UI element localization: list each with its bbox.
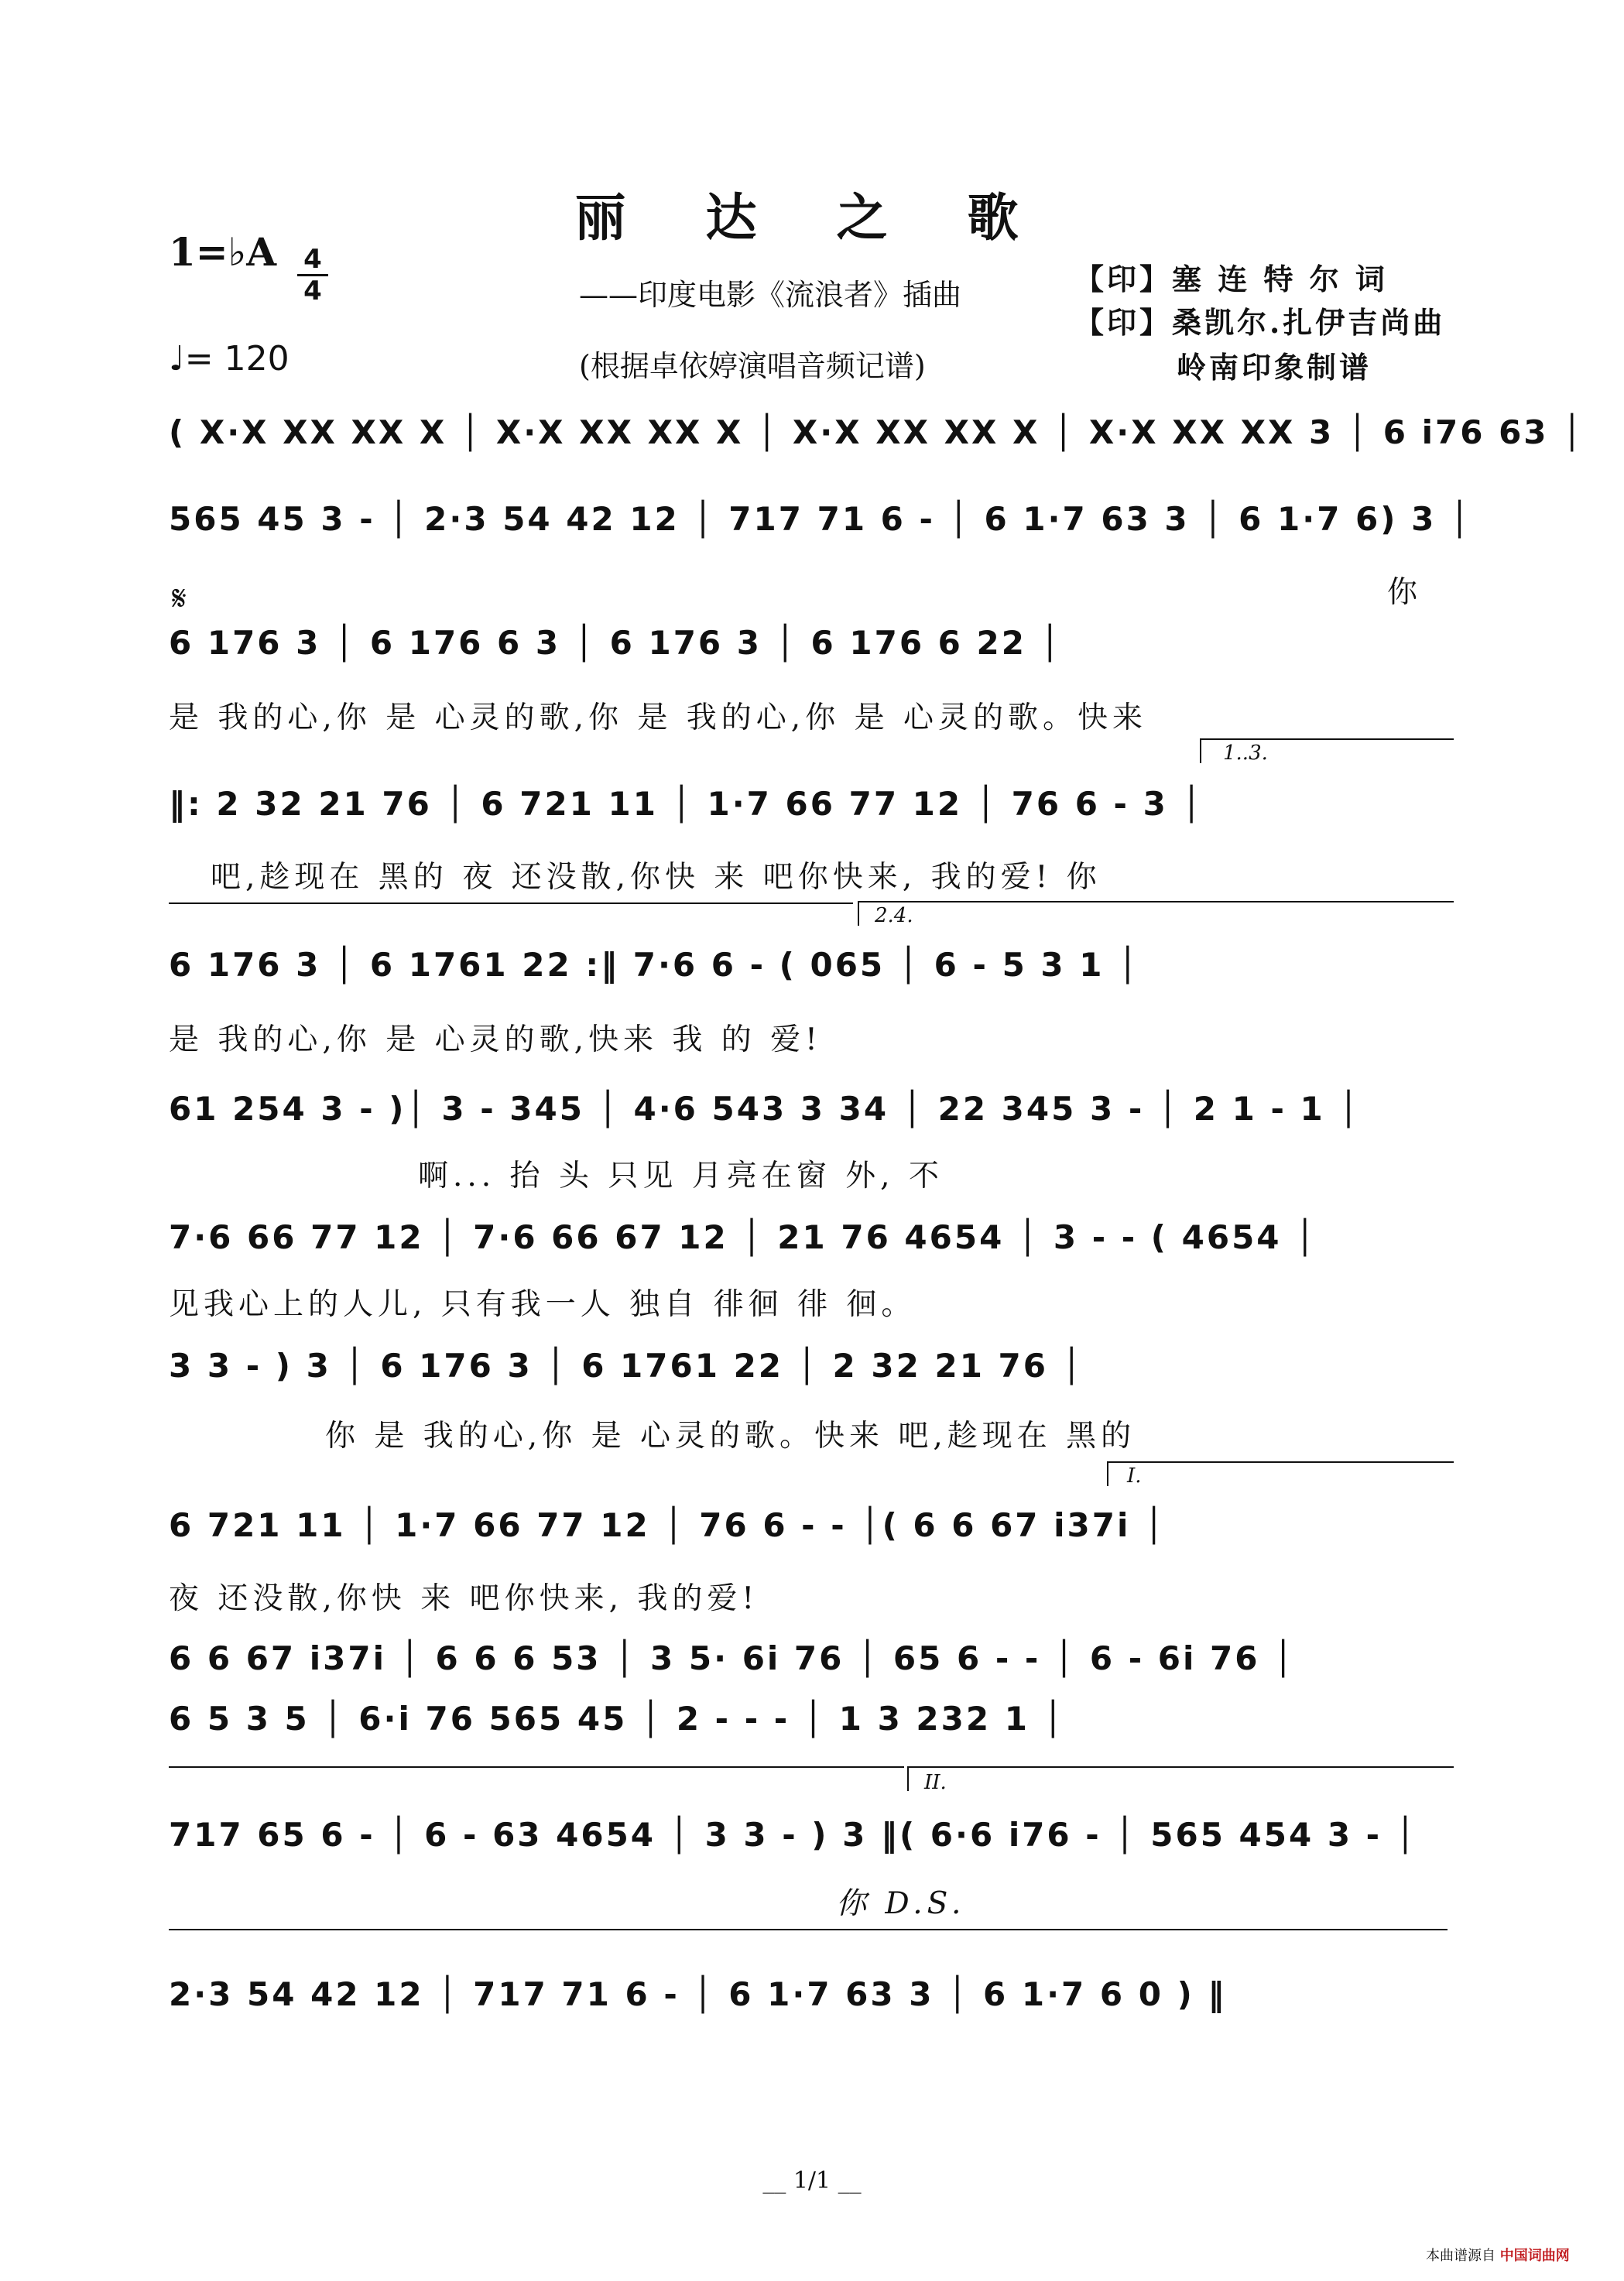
lyric-line-3: 是 我的心,你 是 心灵的歌,你 是 我的心,你 是 心灵的歌。快来 [169, 700, 1147, 735]
source-credit [1426, 2245, 1570, 2265]
score-line-3: 6 176 3 │ 6 176 6 3 │ 6 176 3 │ 6 176 6 22 │ [169, 624, 1062, 662]
lyric-line-9: 夜 还没散,你快 来 吧你快来, 我的爱! [169, 1581, 759, 1616]
volta-bracket-II [907, 1766, 1454, 1791]
lyric-line-4: 吧,趁现在 黑的 夜 还没散,你快 来 吧你快来, 我的爱! 你 [211, 860, 1102, 895]
volta-2-4-label: 2.4. [875, 904, 913, 927]
score-line-10: 6 6 67 i37i │ 6 6 6 53 │ 3 5· 6i 76 │ 65 6 - - │ 6 - 6i 76 │ [169, 1639, 1296, 1677]
volta-1-3-label: 1..3. [1223, 741, 1268, 765]
transcription-note: (根据卓依婷演唱音频记谱) [579, 349, 926, 383]
score-line-12: 717 65 6 - │ 6 - 63 4654 │ 3 3 - ) 3 ‖( 6·6 i76 - │ 565 454 3 - │ [169, 1816, 1418, 1854]
source-label: 本曲谱源自 [1426, 2248, 1496, 2264]
meter-bottom: 4 [303, 276, 322, 307]
tempo-marking: ♩= 120 [169, 339, 290, 378]
score-line-13: 2·3 54 42 12 │ 717 71 6 - │ 6 1·7 63 3 │ 6 1·7 6 0 ) ‖ [169, 1975, 1227, 2013]
volta-II-label: II. [924, 1771, 947, 1794]
volta-bracket-2-4 [858, 901, 1454, 926]
left-watermark [2, 0, 17, 2281]
source-brand: 中国词曲网 [1499, 2248, 1570, 2264]
volta-bracket-I [1107, 1461, 1454, 1486]
segno-sign: 𝄋 [172, 579, 187, 618]
right-watermark [1607, 0, 1622, 2281]
score-line-2: 565 45 3 - │ 2·3 54 42 12 │ 717 71 6 - │ 6 1·7 63 3 │ 6 1·7 6) 3 │ [169, 500, 1472, 538]
lyric-line-6: 啊... 抬 头 只见 月亮在窗 外, 不 [418, 1159, 944, 1194]
score-line-1: ( X·X XX XX X │ X·X XX XX X │ X·X XX XX X │ X·X XX XX 3 │ 6 i76 63 │ [169, 413, 1585, 451]
composer-credit: 【印】桑凯尔.扎伊吉尚曲 [1074, 305, 1446, 340]
meter-top: 4 [303, 244, 322, 275]
score-line-8: 3 3 - ) 3 │ 6 176 3 │ 6 1761 22 │ 2 32 21 76 │ [169, 1347, 1084, 1385]
lyricist-credit: 【印】塞 连 特 尔 词 [1074, 262, 1388, 296]
page-title: 丽 达 之 歌 [574, 187, 1050, 248]
score-line-9: 6 721 11 │ 1·7 66 77 12 │ 76 6 - - │( 6 6 67 i37i │ [169, 1506, 1167, 1544]
volta-I-label: I. [1127, 1464, 1142, 1488]
lyric-line-7: 见我心上的人儿, 只有我一人 独自 徘徊 徘 徊。 [169, 1287, 916, 1322]
score-line-5: 6 176 3 │ 6 1761 22 :‖ 7·6 6 - ( 065 │ 6 - 5 3 1 │ [169, 946, 1140, 984]
subtitle: ——印度电影《流浪者》插曲 [579, 278, 962, 312]
page-number: __ 1/1 __ [762, 2167, 862, 2194]
score-line-7: 7·6 66 77 12 │ 7·6 66 67 12 │ 21 76 4654 │ 3 - - ( 4654 │ [169, 1218, 1317, 1256]
lyric-line-2: 你 [1387, 575, 1423, 610]
system-divider [169, 1929, 1448, 1930]
arranger-credit: 岭南印象制谱 [1177, 350, 1372, 385]
volta-extension-line-2 [169, 1766, 904, 1768]
lyric-line-12: 你 D.S. [836, 1886, 966, 1921]
time-signature [297, 244, 328, 307]
lyric-line-5: 是 我的心,你 是 心灵的歌,快来 我 的 爱! [169, 1022, 822, 1057]
volta-extension-line [169, 902, 853, 904]
score-line-6: 61 254 3 - )│ 3 - 345 │ 4·6 543 3 34 │ 22 345 3 - │ 2 1 - 1 │ [169, 1090, 1361, 1128]
score-line-4: ‖: 2 32 21 76 │ 6 721 11 │ 1·7 66 77 12 │ 76 6 - 3 │ [169, 785, 1204, 823]
key-signature: 1=♭A [169, 229, 277, 275]
lyric-line-8: 你 是 我的心,你 是 心灵的歌。快来 吧,趁现在 黑的 [325, 1419, 1136, 1454]
score-line-11: 6 5 3 5 │ 6·i 76 565 45 │ 2 - - - │ 1 3 232 1 │ [169, 1700, 1065, 1738]
